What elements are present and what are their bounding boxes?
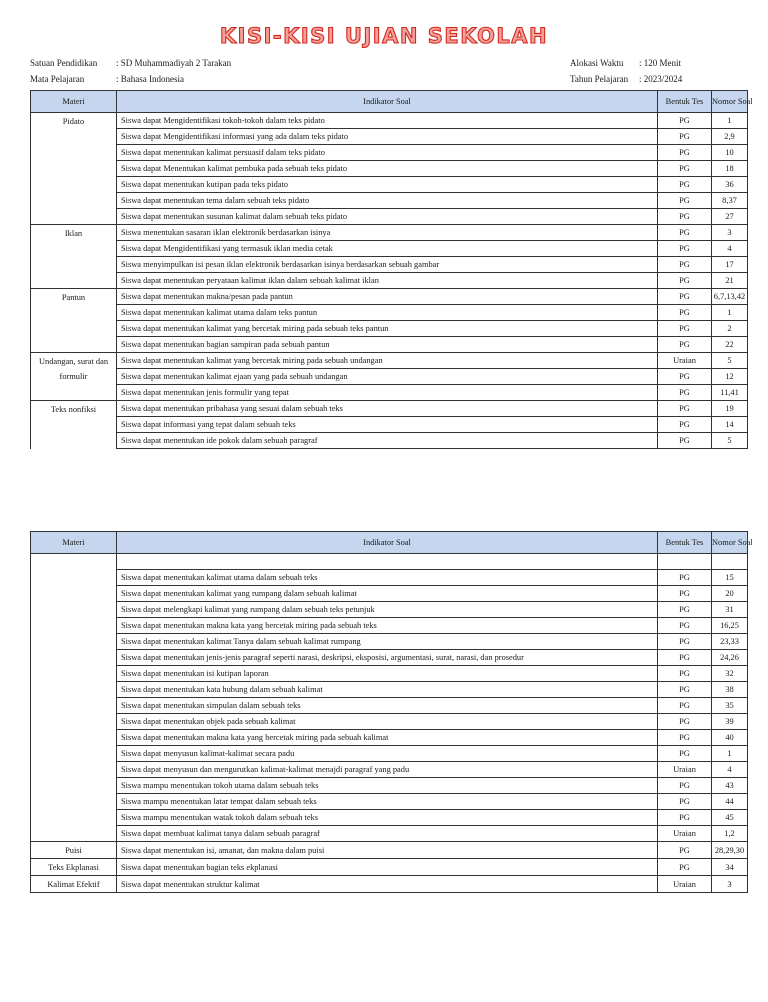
nomor-cell: 5 <box>712 353 748 369</box>
nomor-cell: 12 <box>712 369 748 385</box>
bentuk-cell: PG <box>658 666 712 682</box>
bentuk-cell: PG <box>658 859 712 876</box>
kisi-table-1 <box>30 90 753 449</box>
indikator-cell: Siswa dapat menentukan kalimat Tanya dalam sebuah kalimat rumpang <box>117 634 658 650</box>
table-row <box>31 762 748 778</box>
bentuk-cell: PG <box>658 778 712 794</box>
indikator-cell: Siswa dapat Mengidentifikasi tokoh-tokoh dalam teks pidato <box>117 113 658 129</box>
bentuk-cell: PG <box>658 842 712 859</box>
nomor-cell: 3 <box>712 225 748 241</box>
nomor-cell: 10 <box>712 145 748 161</box>
indikator-cell: Siswa dapat menentukan kalimat ejaan yang pada sebuah undangan <box>117 369 658 385</box>
table-row <box>31 570 748 586</box>
bentuk-cell: PG <box>658 305 712 321</box>
indikator-cell: Siswa dapat menentukan kalimat yang bercetak miring pada sebuah teks pantun <box>117 321 658 337</box>
bentuk-cell: Uraian <box>658 353 712 369</box>
indikator-cell: Siswa dapat Mengidentifikasi yang termasuk iklan media cetak <box>117 241 658 257</box>
header-bentuk: Bentuk Tes <box>658 532 712 554</box>
indikator-cell: Siswa dapat menentukan kutipan pada teks pidato <box>117 177 658 193</box>
materi-cell: Undangan, surat dan formulir <box>31 353 117 401</box>
nomor-cell: 4 <box>712 762 748 778</box>
bentuk-cell: PG <box>658 337 712 353</box>
materi-cell: Pantun <box>31 289 117 353</box>
nomor-cell: 1 <box>712 746 748 762</box>
table-row <box>31 794 748 810</box>
bentuk-cell: PG <box>658 794 712 810</box>
indikator-cell: Siswa dapat menentukan kalimat yang bercetak miring pada sebuah undangan <box>117 353 658 369</box>
kisi-table-2 <box>30 531 753 893</box>
nomor-cell: 27 <box>712 209 748 225</box>
table-row <box>31 698 748 714</box>
indikator-cell: Siswa dapat menentukan susunan kalimat dalam sebuah teks pidato <box>117 209 658 225</box>
nomor-cell: 19 <box>712 401 748 417</box>
nomor-cell: 20 <box>712 586 748 602</box>
table-row <box>31 193 748 209</box>
table-row <box>31 161 748 177</box>
nomor-cell: 3 <box>712 876 748 893</box>
nomor-cell: 36 <box>712 177 748 193</box>
bentuk-cell: PG <box>658 730 712 746</box>
satuan-label: Satuan Pendidikan <box>30 58 98 68</box>
bentuk-cell: PG <box>658 129 712 145</box>
header-nomor: Nomor Soal <box>712 91 748 113</box>
table-row <box>31 859 748 876</box>
table-header <box>31 532 748 554</box>
nomor-cell: 38 <box>712 682 748 698</box>
header-materi: Materi <box>31 532 117 554</box>
nomor-cell: 18 <box>712 161 748 177</box>
indikator-cell: Siswa dapat Menentukan kalimat pembuka pada sebuah teks pidato <box>117 161 658 177</box>
indikator-cell: Siswa mampu menentukan latar tempat dalam sebuah teks <box>117 794 658 810</box>
indikator-cell: Siswa dapat menyusun kalimat-kalimat secara padu <box>117 746 658 762</box>
bentuk-cell: PG <box>658 225 712 241</box>
table-row <box>31 225 748 241</box>
bentuk-cell: PG <box>658 113 712 129</box>
indikator-cell: Siswa dapat menentukan objek pada sebuah kalimat <box>117 714 658 730</box>
bentuk-cell: PG <box>658 193 712 209</box>
tahun-label: Tahun Pelajaran <box>570 74 629 84</box>
nomor-cell: 44 <box>712 794 748 810</box>
table-row <box>31 289 748 305</box>
bentuk-cell <box>658 554 712 570</box>
alokasi-value: : 120 Menit <box>639 58 681 68</box>
nomor-cell: 40 <box>712 730 748 746</box>
mapel-value: : Bahasa Indonesia <box>116 74 184 84</box>
bentuk-cell: PG <box>658 602 712 618</box>
indikator-cell: Siswa dapat menentukan isi kutipan laporan <box>117 666 658 682</box>
indikator-cell: Siswa dapat menyusun dan mengurutkan kalimat-kalimat menajdi paragraf yang padu <box>117 762 658 778</box>
nomor-cell: 32 <box>712 666 748 682</box>
table-row <box>31 842 748 859</box>
table-row <box>31 682 748 698</box>
nomor-cell: 43 <box>712 778 748 794</box>
table-row <box>31 145 748 161</box>
nomor-cell: 28,29,30 <box>712 842 748 859</box>
table-body <box>31 554 748 893</box>
indikator-cell: Siswa dapat menentukan isi, amanat, dan makna dalam puisi <box>117 842 658 859</box>
materi-cell <box>31 554 117 842</box>
indikator-cell: Siswa dapat menentukan makna kata yang bercetak miring pada sebuah kalimat <box>117 730 658 746</box>
table-row <box>31 113 748 129</box>
indikator-cell: Siswa dapat menentukan struktur kalimat <box>117 876 658 893</box>
bentuk-cell: PG <box>658 369 712 385</box>
nomor-cell: 15 <box>712 570 748 586</box>
nomor-cell: 24,26 <box>712 650 748 666</box>
bentuk-cell: PG <box>658 618 712 634</box>
school-info <box>30 55 231 87</box>
nomor-cell: 45 <box>712 810 748 826</box>
materi-cell: Teks nonfiksi <box>31 401 117 449</box>
indikator-cell: Siswa menyimpulkan isi pesan iklan elektronik berdasarkan isinya berdasarkan sebuah gambar <box>117 257 658 273</box>
table-row <box>31 602 748 618</box>
nomor-cell: 14 <box>712 417 748 433</box>
bentuk-cell: Uraian <box>658 826 712 842</box>
bentuk-cell: PG <box>658 570 712 586</box>
table-row <box>31 177 748 193</box>
bentuk-cell: PG <box>658 241 712 257</box>
indikator-cell: Siswa dapat menentukan jenis-jenis paragraf seperti narasi, deskripsi, eksposisi, argumentasi, surat, narasi, dan prosedur <box>117 650 658 666</box>
table-row <box>31 618 748 634</box>
bentuk-cell: PG <box>658 433 712 449</box>
exam-info <box>570 55 682 87</box>
bentuk-cell: PG <box>658 634 712 650</box>
table-row <box>31 417 748 433</box>
nomor-cell: 1,2 <box>712 826 748 842</box>
bentuk-cell: PG <box>658 417 712 433</box>
table-row <box>31 714 748 730</box>
indikator-cell: Siswa mampu menentukan tokoh utama dalam sebuah teks <box>117 778 658 794</box>
indikator-cell: Siswa dapat menentukan peryataan kalimat iklan dalam sebuah kalimat iklan <box>117 273 658 289</box>
table-row <box>31 129 748 145</box>
table-row <box>31 401 748 417</box>
tahun-value: : 2023/2024 <box>639 74 683 84</box>
table-row <box>31 321 748 337</box>
nomor-cell: 34 <box>712 859 748 876</box>
indikator-cell: Siswa dapat melengkapi kalimat yang rumpang dalam sebuah teks petunjuk <box>117 602 658 618</box>
table-row <box>31 876 748 893</box>
table-row <box>31 273 748 289</box>
bentuk-cell: PG <box>658 145 712 161</box>
indikator-cell: Siswa dapat menentukan kalimat yang rumpang dalam sebuah kalimat <box>117 586 658 602</box>
nomor-cell <box>712 554 748 570</box>
bentuk-cell: PG <box>658 177 712 193</box>
nomor-cell: 1 <box>712 305 748 321</box>
table-row <box>31 433 748 449</box>
indikator-cell: Siswa dapat menentukan ide pokok dalam sebuah paragraf <box>117 433 658 449</box>
indikator-cell: Siswa dapat menentukan kalimat persuasif dalam teks pidato <box>117 145 658 161</box>
header-nomor: Nomor Soal <box>712 532 748 554</box>
table-row <box>31 369 748 385</box>
nomor-cell: 2,9 <box>712 129 748 145</box>
nomor-cell: 21 <box>712 273 748 289</box>
indikator-cell: Siswa menentukan sasaran iklan elektronik berdasarkan isinya <box>117 225 658 241</box>
indikator-cell: Siswa dapat menentukan kata hubung dalam sebuah kalimat <box>117 682 658 698</box>
table-row <box>31 730 748 746</box>
materi-cell: Iklan <box>31 225 117 289</box>
nomor-cell: 11,41 <box>712 385 748 401</box>
bentuk-cell: PG <box>658 257 712 273</box>
bentuk-cell: PG <box>658 810 712 826</box>
table-row <box>31 305 748 321</box>
table-row <box>31 385 748 401</box>
indikator-cell: Siswa dapat menentukan jenis formulir yang tepat <box>117 385 658 401</box>
page-title: KISI-KISI UJIAN SEKOLAH <box>219 24 549 48</box>
table-row <box>31 778 748 794</box>
satuan-value: : SD Muhammadiyah 2 Tarakan <box>116 58 232 68</box>
bentuk-cell: PG <box>658 682 712 698</box>
header-indikator: Indikator Soal <box>117 91 658 113</box>
table-row <box>31 241 748 257</box>
bentuk-cell: PG <box>658 401 712 417</box>
nomor-cell: 4 <box>712 241 748 257</box>
materi-cell: Teks Ekplanasi <box>31 859 117 876</box>
header-indikator: Indikator Soal <box>117 532 658 554</box>
mapel-label: Mata Pelajaran <box>30 74 85 84</box>
nomor-cell: 39 <box>712 714 748 730</box>
indikator-cell: Siswa dapat Mengidentifikasi informasi yang ada dalam teks pidato <box>117 129 658 145</box>
nomor-cell: 5 <box>712 433 748 449</box>
bentuk-cell: Uraian <box>658 762 712 778</box>
indikator-cell: Siswa dapat menentukan bagian sampiran pada sebuah pantun <box>117 337 658 353</box>
materi-cell: Kalimat Efektif <box>31 876 117 893</box>
bentuk-cell: PG <box>658 209 712 225</box>
bentuk-cell: Uraian <box>658 876 712 893</box>
nomor-cell: 6,7,13,42 <box>712 289 748 305</box>
indikator-cell: Siswa dapat menentukan bagian teks ekplanasi <box>117 859 658 876</box>
nomor-cell: 17 <box>712 257 748 273</box>
bentuk-cell: PG <box>658 714 712 730</box>
bentuk-cell: PG <box>658 586 712 602</box>
bentuk-cell: PG <box>658 289 712 305</box>
table-header <box>31 91 748 113</box>
bentuk-cell: PG <box>658 385 712 401</box>
indikator-cell <box>117 554 658 570</box>
indikator-cell: Siswa mampu menentukan watak tokoh dalam sebuah teks <box>117 810 658 826</box>
nomor-cell: 22 <box>712 337 748 353</box>
bentuk-cell: PG <box>658 321 712 337</box>
table-row <box>31 554 748 570</box>
table-row <box>31 634 748 650</box>
nomor-cell: 31 <box>712 602 748 618</box>
table-row <box>31 810 748 826</box>
nomor-cell: 16,25 <box>712 618 748 634</box>
nomor-cell: 35 <box>712 698 748 714</box>
indikator-cell: Siswa dapat menentukan simpulan dalam sebuah teks <box>117 698 658 714</box>
bentuk-cell: PG <box>658 746 712 762</box>
bentuk-cell: PG <box>658 650 712 666</box>
table-body <box>31 113 748 449</box>
table-row <box>31 666 748 682</box>
table-row <box>31 353 748 369</box>
materi-cell: Puisi <box>31 842 117 859</box>
indikator-cell: Siswa dapat menentukan kalimat utama dalam sebuah teks <box>117 570 658 586</box>
table-row <box>31 209 748 225</box>
table-row <box>31 586 748 602</box>
bentuk-cell: PG <box>658 161 712 177</box>
indikator-cell: Siswa dapat menentukan tema dalam sebuah teks pidato <box>117 193 658 209</box>
alokasi-label: Alokasi Waktu <box>570 58 624 68</box>
table-row <box>31 257 748 273</box>
table-row <box>31 337 748 353</box>
bentuk-cell: PG <box>658 698 712 714</box>
indikator-cell: Siswa dapat menentukan makna kata yang bercetak miring pada sebuah teks <box>117 618 658 634</box>
bentuk-cell: PG <box>658 273 712 289</box>
header-materi: Materi <box>31 91 117 113</box>
materi-cell: Pidato <box>31 113 117 225</box>
indikator-cell: Siswa dapat informasi yang tepat dalam sebuah teks <box>117 417 658 433</box>
table-row <box>31 826 748 842</box>
nomor-cell: 23,33 <box>712 634 748 650</box>
nomor-cell: 8,37 <box>712 193 748 209</box>
indikator-cell: Siswa dapat menentukan pribahasa yang sesuai dalam sebuah teks <box>117 401 658 417</box>
header-bentuk: Bentuk Tes <box>658 91 712 113</box>
indikator-cell: Siswa dapat menentukan kalimat utama dalam teks pantun <box>117 305 658 321</box>
table-row <box>31 650 748 666</box>
nomor-cell: 1 <box>712 113 748 129</box>
indikator-cell: Siswa dapat menentukan makna/pesan pada pantun <box>117 289 658 305</box>
indikator-cell: Siswa dapat membuat kalimat tanya dalam sebuah paragraf <box>117 826 658 842</box>
table-row <box>31 746 748 762</box>
nomor-cell: 2 <box>712 321 748 337</box>
